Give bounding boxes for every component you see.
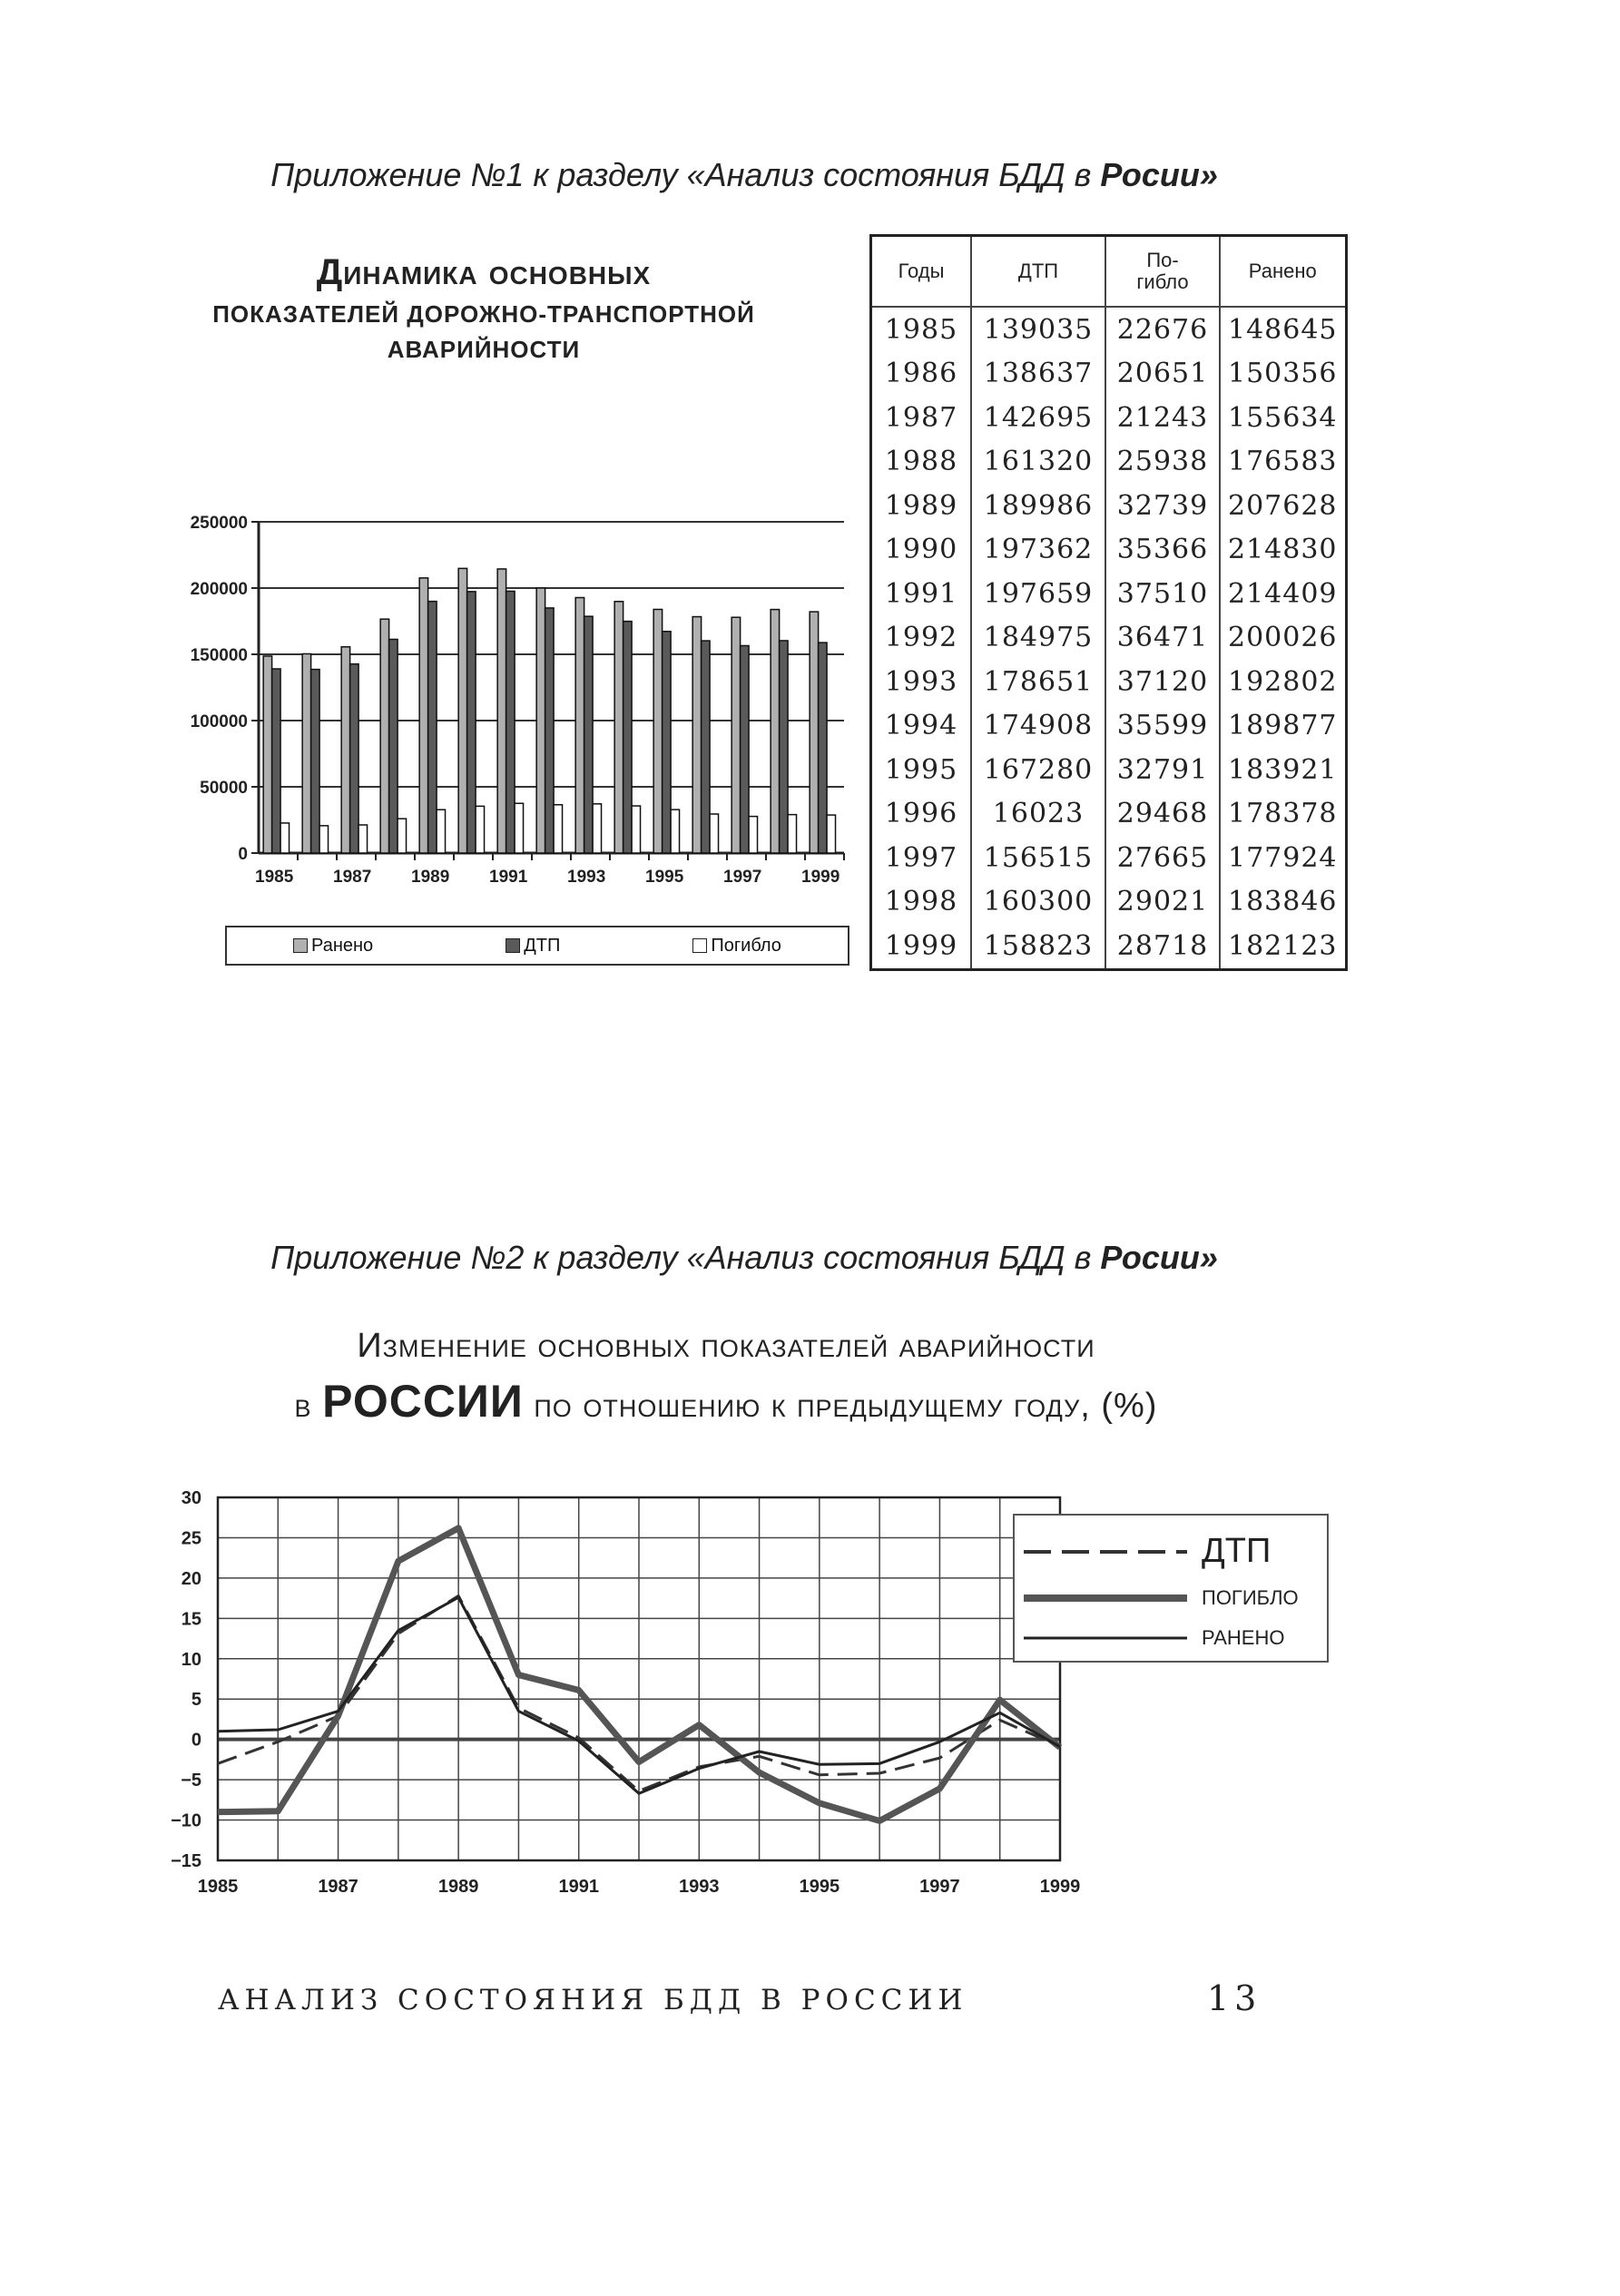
x-tick-label: 1997 (723, 868, 762, 887)
legend2-label-dtp: ДТП (1202, 1532, 1271, 1570)
y-tick-label: −5 (181, 1771, 201, 1791)
x-tick-label: 1993 (679, 1877, 720, 1897)
table-cell: 1990 (871, 528, 972, 573)
x-tick-label: 1985 (197, 1877, 239, 1897)
y-tick-label: 150000 (190, 646, 248, 665)
table-cell: 25938 (1105, 440, 1220, 485)
chart-1-title-line2: ПОКАЗАТЕЛЕЙ ДОРОЖНО-ТРАНСПОРТНОЙ (212, 300, 755, 328)
y-tick-label: 15 (181, 1609, 201, 1630)
table-cell: 197659 (971, 572, 1105, 616)
y-tick-label: 20 (181, 1568, 201, 1589)
table-cell: 158823 (971, 924, 1105, 969)
appendix-2-text: Приложение №2 к разделу «Анализ состояния БДД в (270, 1239, 1101, 1276)
x-tick-label: 1999 (801, 868, 840, 887)
table-cell: 167280 (971, 748, 1105, 792)
legend2-label-killed: ПОГИБЛО (1202, 1586, 1299, 1609)
y-tick-label: 0 (191, 1730, 201, 1751)
chart-1-title-line3: АВАРИЙНОСТИ (387, 336, 581, 363)
table-cell: 189877 (1220, 704, 1346, 749)
x-tick-label: 1997 (919, 1877, 960, 1897)
x-tick-label: 1987 (333, 868, 372, 887)
footer-title: АНАЛИЗ СОСТОЯНИЯ БДД В РОССИИ (218, 1984, 968, 2016)
x-tick-label: 1991 (558, 1877, 599, 1897)
legend2-row-killed (1024, 1586, 1299, 1610)
chart-1-title-line1: Динамика основных (316, 252, 652, 292)
chart-2-title-small: в (294, 1387, 312, 1425)
table-cell: 178651 (971, 660, 1105, 704)
table-cell: 214830 (1220, 528, 1346, 573)
y-tick-label: 200000 (190, 580, 248, 599)
table-cell: 35599 (1105, 704, 1220, 749)
x-tick-label: 1989 (437, 1877, 479, 1897)
table-cell: 161320 (971, 440, 1105, 485)
y-tick-label: −10 (171, 1810, 201, 1831)
table-cell: 21243 (1105, 396, 1220, 440)
table-cell: 35366 (1105, 528, 1220, 573)
x-tick-label: 1995 (645, 868, 684, 887)
page-number: 13 (1207, 1978, 1262, 2018)
table-cell: 183846 (1220, 880, 1346, 925)
table-cell: 1997 (871, 836, 972, 880)
table-cell: 182123 (1220, 924, 1346, 969)
y-tick-label: 25 (181, 1528, 201, 1549)
x-tick-label: 1987 (318, 1877, 358, 1897)
y-tick-label: 5 (191, 1690, 201, 1711)
y-tick-label: 100000 (190, 712, 248, 731)
appendix-1-text: Приложение №1 к разделу «Анализ состояния БДД в (270, 156, 1101, 193)
y-tick-label: 50000 (200, 779, 248, 798)
legend2-line-dtp (1024, 1543, 1187, 1561)
table-cell: 184975 (971, 616, 1105, 661)
table-cell: 1991 (871, 572, 972, 616)
table-cell: 174908 (971, 704, 1105, 749)
table-cell: 177924 (1220, 836, 1346, 880)
table-cell: 32791 (1105, 748, 1220, 792)
y-tick-label: −15 (171, 1851, 201, 1871)
table-cell: 1998 (871, 880, 972, 925)
chart-2-title-line1: Изменение основных показателей аварийности (357, 1327, 1095, 1365)
legend2-line-injured (1024, 1629, 1187, 1647)
table-cell: 200026 (1220, 616, 1346, 661)
table-cell: 37510 (1105, 572, 1220, 616)
line-chart-legend (1013, 1514, 1329, 1663)
table-cell: 16023 (971, 792, 1105, 837)
table-cell: 156515 (971, 836, 1105, 880)
table-cell: 142695 (971, 396, 1105, 440)
x-tick-label: 1985 (255, 868, 294, 887)
table-cell: 36471 (1105, 616, 1220, 661)
table-cell: 1994 (871, 704, 972, 749)
y-tick-label: 250000 (190, 514, 248, 533)
legend-label-dtp: ДТП (524, 935, 561, 956)
table-cell: 27665 (1105, 836, 1220, 880)
table-cell: 1999 (871, 924, 972, 969)
table-header-years: Годы (871, 236, 972, 308)
x-tick-label: 1993 (567, 868, 606, 887)
table-cell: 1986 (871, 352, 972, 397)
table-cell: 29468 (1105, 792, 1220, 837)
table-cell: 138637 (971, 352, 1105, 397)
table-cell: 139035 (971, 307, 1105, 352)
y-tick-label: 30 (181, 1488, 201, 1508)
table-cell: 1989 (871, 484, 972, 528)
table-cell: 1992 (871, 616, 972, 661)
table-header-injured: Ранено (1220, 236, 1346, 308)
x-tick-label: 1991 (489, 868, 528, 887)
table-cell: 189986 (971, 484, 1105, 528)
legend2-row-dtp (1024, 1532, 1271, 1571)
x-tick-label: 1995 (799, 1877, 840, 1897)
table-cell: 160300 (971, 880, 1105, 925)
table-header-dtp: ДТП (971, 236, 1105, 308)
legend-label-pogiblo: Погибло (711, 935, 781, 956)
table-header-killed: По- гибло (1105, 236, 1220, 308)
y-tick-label: 10 (181, 1649, 201, 1670)
table-cell: 32739 (1105, 484, 1220, 528)
table-cell: 22676 (1105, 307, 1220, 352)
table-cell: 28718 (1105, 924, 1220, 969)
table-cell: 29021 (1105, 880, 1220, 925)
table-cell: 1988 (871, 440, 972, 485)
table-cell: 183921 (1220, 748, 1346, 792)
appendix-1-bold: Росии» (1100, 156, 1218, 193)
table-cell: 207628 (1220, 484, 1346, 528)
legend2-label-injured: РАНЕНО (1202, 1626, 1285, 1649)
table-cell: 1995 (871, 748, 972, 792)
table-cell: 20651 (1105, 352, 1220, 397)
appendix-2-bold: Росии» (1100, 1239, 1218, 1276)
chart-2-title-rest: по отношению к предыдущему году, (%) (534, 1387, 1158, 1425)
chart-2-title-big: РОССИИ (322, 1376, 524, 1427)
legend-label-ranено: Ранено (311, 935, 374, 956)
table-cell: 37120 (1105, 660, 1220, 704)
table-cell: 176583 (1220, 440, 1346, 485)
y-tick-label: 0 (238, 845, 248, 864)
table-cell: 178378 (1220, 792, 1346, 837)
table-cell: 192802 (1220, 660, 1346, 704)
table-cell: 1996 (871, 792, 972, 837)
table-cell: 197362 (971, 528, 1105, 573)
table-cell: 148645 (1220, 307, 1346, 352)
table-cell: 1987 (871, 396, 972, 440)
table-cell: 150356 (1220, 352, 1346, 397)
table-cell: 214409 (1220, 572, 1346, 616)
legend2-row-injured (1024, 1626, 1284, 1650)
legend2-line-killed (1024, 1589, 1187, 1607)
table-cell: 1993 (871, 660, 972, 704)
x-tick-label: 1999 (1039, 1877, 1081, 1897)
x-tick-label: 1989 (411, 868, 450, 887)
table-cell: 155634 (1220, 396, 1346, 440)
table-cell: 1985 (871, 307, 972, 352)
